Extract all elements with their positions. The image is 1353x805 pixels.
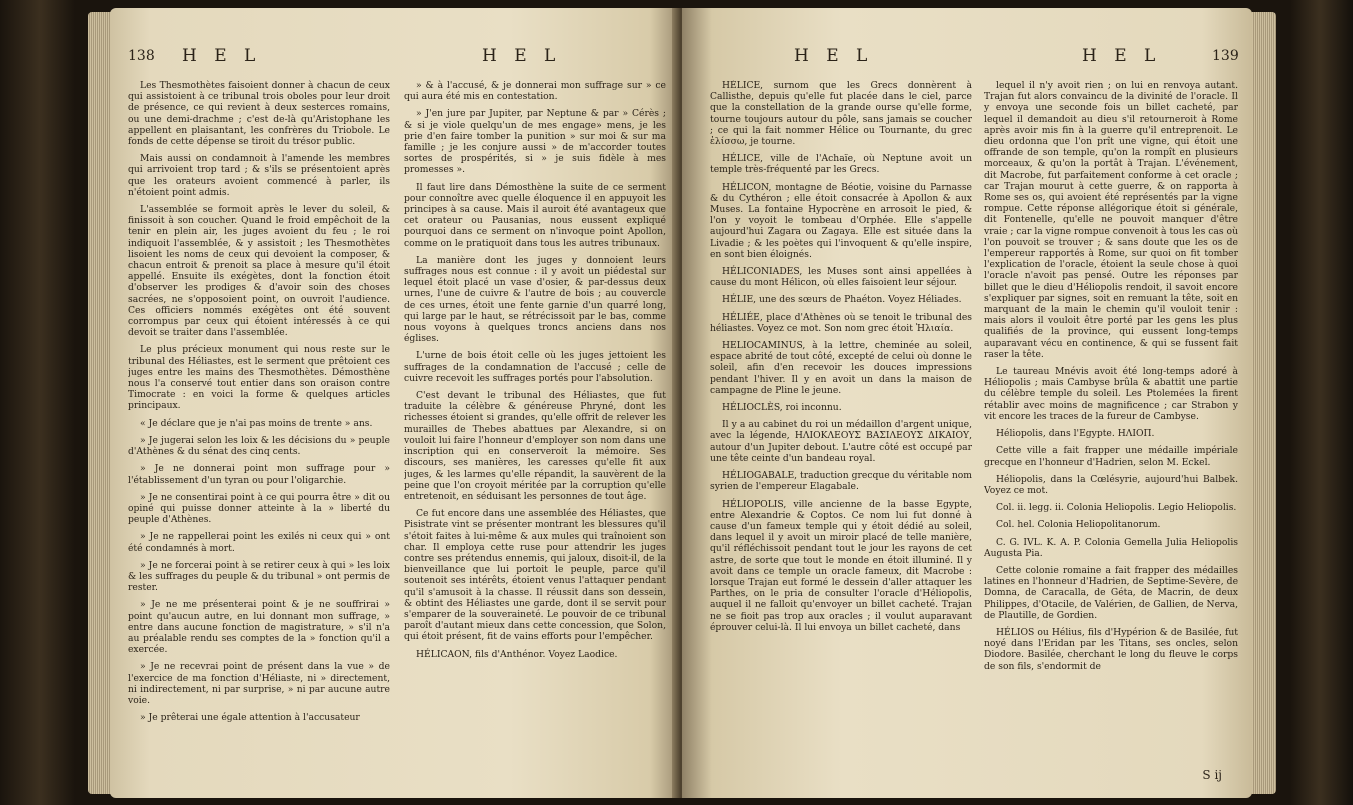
paragraph: L'assemblée se formoit après le lever du soleil, & finissoit à son coucher. Quand le froid empêchoit de la tenir en plein air, les juges avoient du feu ; le roi indiquoit l'assemblée, & y assistoit ; les Thesmothètes lisoient les noms de ceux qui devoient la composer, & chacun entroit & prenoit sa place à mesure qu'il étoit appellé. Ensuite ils exégètes, dont la fonction étoit d'observer les prodiges & d'avoir soin des choses sacrées, ne s'opposoient point, on ouvroit l'audience. Ces officiers nommés exégètes ont été souvent corrompus par ceux qui étoient intéressés à ce qui devoit se traiter dans l'assemblée.: [128, 204, 390, 339]
right-page: [682, 8, 1252, 798]
left-column-2: [404, 80, 666, 780]
paragraph: » Je ne donnerai point mon suffrage pour » l'établissement d'un tyran ou pour l'oligarchie.: [128, 463, 390, 486]
paragraph: HÉLIÉE, place d'Athènes où se tenoit le tribunal des héliastes. Voyez ce mot. Son nom grec étoit Ἡλιαία.: [710, 311, 972, 334]
right-page-header: [682, 44, 1252, 74]
paragraph: » Je ne me présenterai point & je ne souffrirai » point qu'aucun autre, en lui donnant mon suffrage, » entre dans aucune fonction de magistrature, » s'il n'a au préalable rendu ses comptes de la » fonction qu'il a exercée.: [128, 599, 390, 656]
left-page-number: 138: [128, 48, 155, 64]
paragraph: Ce fut encore dans une assemblée des Héliastes, que Pisistrate vint se présenter montrant les blessures qu'il s'étoit faites à lui-même & aux mules qui traînoient son char. Il employa cette ruse pour attendrir les juges contre ses prétendus ennemis, qui jaloux, disoit-il, de la bienveillance que lui portoit le peuple, parce qu'il soutenoit ses intérêts, étoient venus l'attaquer pendant qu'il s'amusoit à la chasse. Il réussit dans son dessein, & obtint des Héliastes une garde, dont il se servit pour s'emparer de la souveraineté. Le pouvoir de ce tribunal paroît d'autant mieux dans cette concession, que Solon, qui étoit présent, fit de vains efforts pour l'empêcher.: [404, 508, 666, 643]
paragraph: » J'en jure par Jupiter, par Neptune & par » Cérès ; & si je viole quelqu'un de mes engage» mens, je les prie d'en faire tomber la punition » sur moi & sur ma famille ; je les conjure aussi » de m'accorder toutes sortes de prospérités, si » je suis fidèle à mes promesses ».: [404, 108, 666, 176]
paragraph: HÉLICONIADES, les Muses sont ainsi appellées à cause du mont Hélicon, où elles faisoient leur séjour.: [710, 266, 972, 289]
paragraph: C. G. IVL. K. A. P. Colonia Gemella Julia Heliopolis Augusta Pia.: [984, 536, 1238, 559]
paragraph: Le plus précieux monument qui nous reste sur le tribunal des Héliastes, est le serment que prêtoient ces juges entre les mains des Thesmothètes. Démosthène nous l'a conservé tout entier dans son oraison contre Timocrate : en voici la forme & quelques articles principaux.: [128, 344, 390, 412]
right-running-head-col2: H E L: [1082, 46, 1162, 66]
paragraph: » Je jugerai selon les loix & les décisions du » peuple d'Athènes & du sénat des cinq cents.: [128, 434, 390, 458]
right-column-2: [984, 80, 1238, 780]
paragraph: » & à l'accusé, & je donnerai mon suffrage sur » ce qui aura été mis en contestation.: [404, 80, 666, 103]
paragraph: HÉLICAON, fils d'Anthénor. Voyez Laodice.: [416, 648, 618, 660]
paragraph: » Je ne rappellerai point les exilés ni ceux qui » ont été condamnés à mort.: [128, 531, 390, 554]
paragraph: » Je ne forcerai point à se retirer ceux à qui » les loix & les suffrages du peuple & du tribunal » ont permis de rester.: [128, 559, 390, 594]
paragraph: HELIOCAMINUS, à la lettre, cheminée au soleil, espace abrité de tout côté, excepté de celui où donne le soleil, afin d'en recevoir les douces impressions pendant l'hiver. Il y en avoit un dans la maison de campagne de Pline le jeune.: [710, 340, 972, 396]
left-page-header: [110, 44, 680, 74]
paragraph: Héliopolis, dans l'Egypte. ΗΛΙΟΠ.: [996, 428, 1155, 440]
paragraph: HÉLIOCLÈS, roi inconnu.: [722, 402, 842, 414]
right-page-edges: [1250, 12, 1276, 794]
left-running-head-col2: H E L: [482, 46, 562, 66]
paragraph: La manière dont les juges y donnoient leurs suffrages nous est connue : il y avoit un piédestal sur lequel étoit placé un vase d'osier, & par-dessus deux urnes, l'une de cuivre & l'autre de bois ; au couvercle de ces urnes, étoit une fente garnie d'un quarré long, qui large par le haut, se rétrécissoit par le bas, comme nous voyons à quelques troncs anciens dans nos églises.: [404, 254, 666, 345]
right-page-number: 139: [1212, 48, 1239, 64]
paragraph: HÉLIOGABALE, traduction grecque du véritable nom syrien de l'empereur Elagabale.: [710, 470, 972, 493]
paragraph: L'urne de bois étoit celle où les juges jettoient les suffrages de la condamnation de l'accusé ; celle de cuivre recevoit les suffrages portés pour l'absolution.: [404, 350, 666, 384]
paragraph: HÉLICON, montagne de Béotie, voisine du Parnasse & du Cythéron ; elle étoit consacrée à Apollon & aux Muses. La fontaine Hypocrène en arrosoit le pied, & l'on y voyoit le tombeau d'Orphée. Elle s'appelle aujourd'hui Zagara ou Zagaya. Elle est située dans la Livadie ; & les poètes qui l'invoquent & qu'elle inspire, en sont bien éloignés.: [710, 181, 972, 260]
paragraph: Héliopolis, dans la Cœlésyrie, aujourd'hui Balbek. Voyez ce mot.: [984, 473, 1238, 496]
paragraph: Il y a au cabinet du roi un médaillon d'argent unique, avec la légende, ΗΛΙΟΚΛΕΟΥΣ ΒΑΣΙΛΕΟΥΣ ΔΙΚΑΙΟΥ, autour d'un Jupiter debout. L'autre côté est occupé par une tête ceinte d'un bandeau royal.: [710, 419, 972, 464]
paragraph: Mais aussi on condamnoit à l'amende les membres qui arrivoient trop tard ; & s'ils se présentoient après que les orateurs avoient commencé à parler, ils n'étoient point admis.: [128, 153, 390, 198]
left-running-head-col1: H E L: [182, 46, 262, 66]
paragraph: HÉLICE, surnom que les Grecs donnèrent à Callisthe, depuis qu'elle fut placée dans le ciel, parce que la constellation de la grande ourse qu'elle forme, tourne toujours autour du pôle, sans jamais se coucher ; ce qui la fait nommer Hélice ou Tournante, du grec ἑλίσσω, je tourne.: [710, 80, 972, 148]
paragraph: HÉLIOPOLIS, ville ancienne de la basse Egypte, entre Alexandrie & Coptos. Ce nom lui fut donné à cause d'un fameux temple qui y étoit dédié au soleil, dans lequel il y avoit un miroir placé de telle manière, qu'il réfléchissoit pendant tout le jour les rayons de cet astre, de sorte que tout le monde en étoit illuminé. Il y avoit dans ce temple un oracle fameux, dit Macrobe : lorsque Trajan eut formé le dessein d'aller attaquer les Parthes, on le pria de consulter l'oracle d'Héliopolis, auquel il ne falloit qu'envoyer un billet cacheté. Trajan ne se fioit pas trop aux oracles ; il voulut auparavant éprouver celui-là. Il lui envoya un billet cacheté, dans: [710, 498, 972, 633]
paragraph: HÉLIE, une des sœurs de Phaéton. Voyez Héliades.: [722, 294, 962, 306]
paragraph: C'est devant le tribunal des Héliastes, que fut traduite la célèbre & généreuse Phryné, dont les richesses étoient si grandes, qu'elle offrit de relever les murailles de Thebes abattues par Alexandre, si on vouloit lui faire l'honneur d'employer son nom dans une inscription qui en conserveroit la mémoire. Ses discours, ses manières, les caresses qu'elle fit aux juges, & les larmes qu'elle répandit, la sauvèrent de la peine que l'on croyoit méritée par la corruption qu'elle entretenoit, en séduisant les personnes de tout âge.: [404, 390, 666, 502]
left-page-edges: [88, 12, 112, 794]
signature-mark: S ij: [1202, 768, 1222, 782]
paragraph: Cette ville a fait frapper une médaille impériale grecque en l'honneur d'Hadrien, selon M. Eckel.: [984, 445, 1238, 468]
paragraph: » Je ne recevrai point de présent dans la vue » de l'exercice de ma fonction d'Héliaste, ni » directement, ni indirectement, ni par surprise, » ni par aucune autre voie.: [128, 661, 390, 706]
paragraph: » Je prêterai une égale attention à l'accusateur: [140, 712, 360, 724]
right-running-head-col1: H E L: [794, 46, 874, 66]
paragraph: Cette colonie romaine a fait frapper des médailles latines en l'honneur d'Hadrien, de Septime-Sevère, de Domna, de Caracalla, de Géta, de Macrin, de deux Philippes, d'Otacile, de Valérien, de Gallien, de Nerva, de Plautille, de Gordien.: [984, 564, 1238, 621]
paragraph: Col. ii. legg. ii. Colonia Heliopolis. Legio Heliopolis.: [996, 502, 1237, 514]
paragraph: Col. hel. Colonia Heliopolitanorum.: [996, 519, 1161, 531]
left-page: [110, 8, 680, 798]
paragraph: Le taureau Mnévis avoit été long-temps adoré à Héliopolis ; mais Cambyse brûla & abattit une partie du célèbre temple du soleil. Les Ptolemées la firent rétablir avec moins de magnificence ; car Strabon y vit encore les traces de la fureur de Cambyse.: [984, 366, 1238, 422]
paragraph: HÉLIOS ou Hélius, fils d'Hypérion & de Basilée, fut noyé dans l'Eridan par les Titans, ses oncles, selon Diodore. Basilée, cherchant le long du fleuve le corps de son fils, s'endormit de: [984, 626, 1238, 672]
right-column-1: [710, 80, 972, 780]
paragraph: « Je déclare que je n'ai pas moins de trente » ans.: [140, 417, 373, 429]
left-column-1: [128, 80, 390, 780]
paragraph: HÉLICE, ville de l'Achaïe, où Neptune avoit un temple très-fréquenté par les Grecs.: [710, 153, 972, 176]
paragraph: Il faut lire dans Démosthène la suite de ce serment pour connoître avec quelle éloquence il en appuyoit les principes à sa cause. Mais il auroit été avantageux que cet orateur ou Pausanias, nous eussent expliqué pourquoi dans ce serment on n'invoque point Apollon, comme on le pratiquoit dans tous les autres tribunaux.: [404, 181, 666, 249]
paragraph: lequel il n'y avoit rien ; on lui en renvoya autant. Trajan fut alors convaincu de la divinité de l'oracle. Il y envoya une seconde fois un billet cacheté, par lequel il demandoit au dieu s'il retourneroit à Rome après avoir mis fin à la guerre qu'il entreprenoit. Le dieu ordonna que l'on prît une vigne, qui étoit une offrande de son temple, qu'on la rompît en plusieurs morceaux, & qu'on la portât à Trajan. L'événement, dit Macrobe, fut parfaitement conforme à cet oracle ; car Trajan mourut à cette guerre, & on rapporta à Rome ses os, qui avoient été représentés par la vigne rompue. Cette réponse allégorique étoit si générale, dit Fontenelle, qu'elle ne pouvoit manquer d'être vraie ; car la vigne rompue convenoit à tous les cas où l'on pouvoit se trouver ; & sans doute que les os de l'empereur rapportés à Rome, sur quoi on fit tomber l'explication de l'oracle, étoient la seule chose à quoi l'oracle n'avoit pas pensé. Outre les réponses par billet que le dieu d'Héliopolis rendoit, il savoit encore s'expliquer par signes, soit en remuant la tête, soit en marquant de la main le chemin qu'il vouloit tenir : mais alors il vouloit être porté par les gens les plus qualifiés de la province, qui eussent long-temps auparavant vécu en continence, & qui se fussent fait raser la tête.: [984, 80, 1238, 360]
paragraph: Les Thesmothètes faisoient donner à chacun de ceux qui assistoient à ce tribunal trois oboles pour leur droit de présence, ce qui revient à deux sesterces romains, ou une demi-drachme ; c'est de-là qu'Aristophane les appellent en plaisantant, les confrères du Triobole. Le fonds de cette dépense se tiroit du trésor public.: [128, 80, 390, 148]
paragraph: » Je ne consentirai point à ce qui pourra être » dit ou opiné qui puisse donner atteinte à la » liberté du peuple d'Athènes.: [128, 491, 390, 526]
